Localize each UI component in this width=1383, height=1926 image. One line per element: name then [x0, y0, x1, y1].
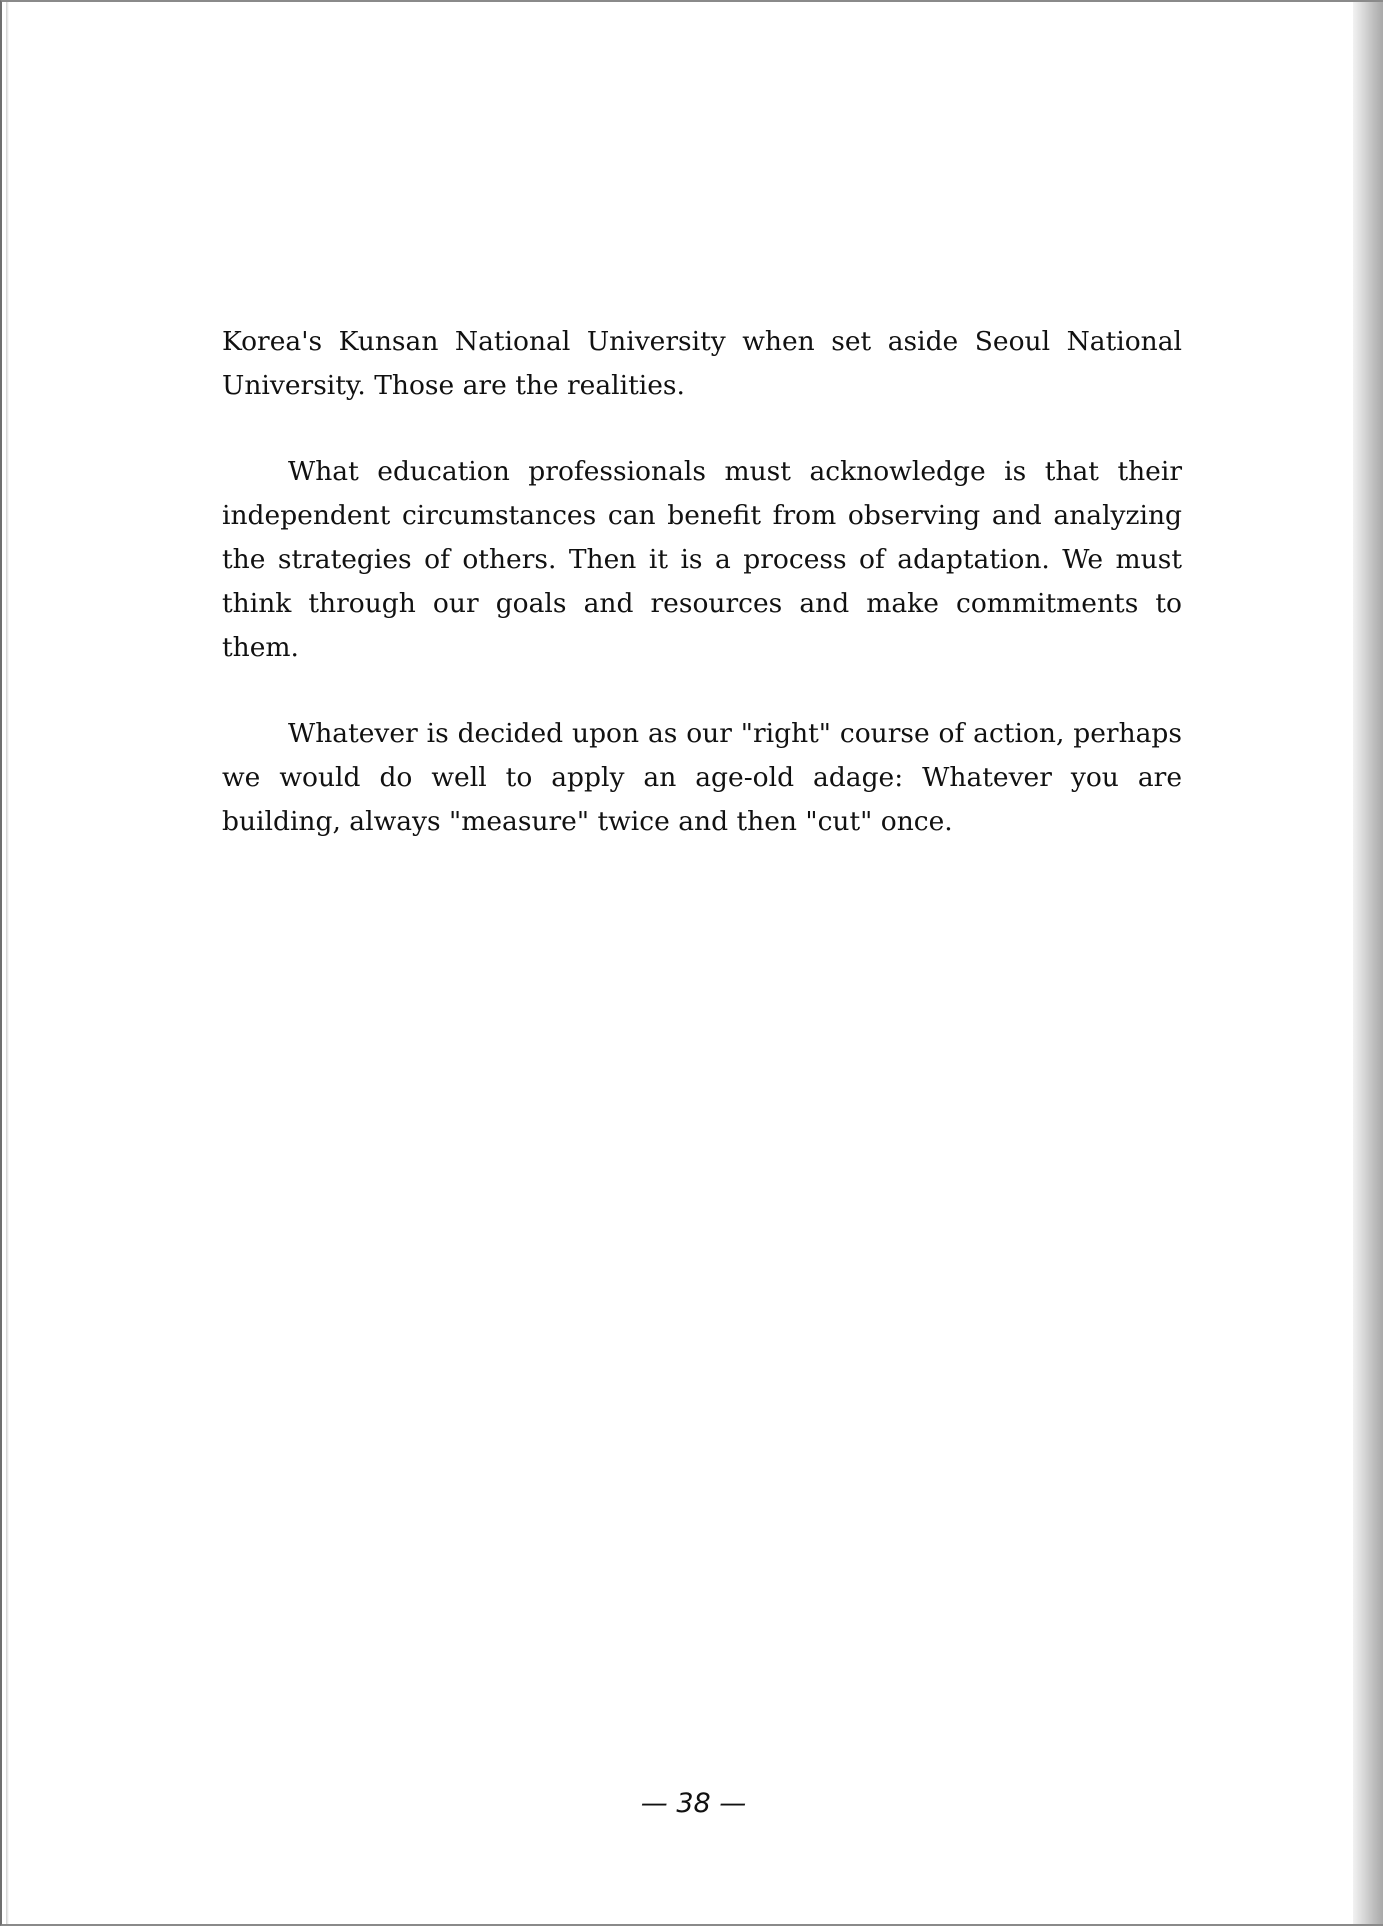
paragraph-1: Korea's Kunsan National University when set aside Seoul National University. Those are the realities.	[222, 326, 1182, 401]
paragraph-2: What education professionals must acknowledge is that their independent circumstances can benefit from observing and analyzing the strategies of others. Then it is a process of adaptation. We must think through our goals and resources and make commitments to them.	[222, 456, 1182, 663]
paragraph-3: Whatever is decided upon as our "right" course of action, perhaps we would do well to apply an age-old adage: Whatever you are building, always "measure" twice and then "cut" once.	[222, 718, 1182, 837]
page-right-edge-shadow	[1353, 2, 1383, 1924]
page-left-edge	[6, 2, 9, 1924]
page-number: — 38 —	[640, 1788, 747, 1819]
body-text	[222, 320, 1182, 886]
